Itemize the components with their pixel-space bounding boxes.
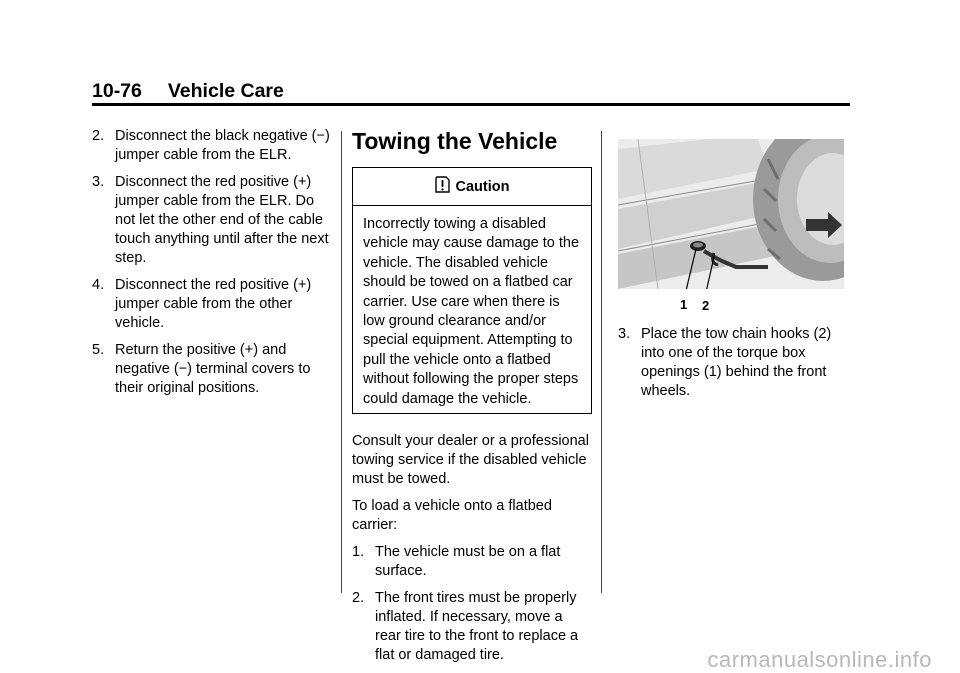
- list-item: 4. Disconnect the red positive (+) jumper cable from the other vehicle.: [92, 277, 312, 331]
- chapter-title: Vehicle Care: [167, 80, 284, 102]
- section-title: Towing the Vehicle: [352, 128, 558, 154]
- caution-box: [352, 167, 592, 414]
- list-item: 1. The vehicle must be on a flat surface.: [352, 544, 561, 580]
- caution-text: Incorrectly towing a disabled vehicle may cause damage to the vehicle. The disabled vehicle should be towed on a flatbed car carrier. Use care when there is low ground clearance and/or special equipment. Attempting to pull the vehicle onto a flatbed without following the proper steps could damage the vehicle.: [363, 216, 580, 407]
- list-item: 5. Return the positive (+) and negative (−) terminal covers to their original positions.: [92, 342, 311, 396]
- caution-icon: [435, 176, 450, 199]
- list-item: 2. Disconnect the black negative (−) jumper cable from the ELR.: [92, 128, 330, 163]
- caution-title: Caution: [455, 179, 510, 195]
- column-divider-1: [341, 131, 342, 593]
- header-rule: [92, 103, 850, 106]
- list-item: 3. Disconnect the red positive (+) jumper cable from the ELR. Do not let the other end of the cable touch anything until after the next step.: [92, 174, 329, 266]
- page-number: 10-76: [92, 80, 142, 102]
- paragraph: To load a vehicle onto a flatbed carrier:: [352, 498, 552, 534]
- column-left: [92, 127, 338, 406]
- caution-header: [353, 168, 591, 206]
- list-item: 2. The front tires must be properly inflated. If necessary, move a rear tire to the front to replace a flat or damaged tire.: [352, 590, 579, 664]
- figure-label-1: 1: [680, 297, 688, 311]
- list-item: 3. Place the tow chain hooks (2) into one of the torque box openings (1) behind the front wheels.: [618, 326, 832, 399]
- tow-hook-illustration: [618, 139, 844, 311]
- column-divider-2: [601, 131, 602, 593]
- column-middle: [352, 127, 592, 673]
- column-right: [618, 139, 846, 409]
- paragraph: Consult your dealer or a professional towing service if the disabled vehicle must be towed.: [352, 433, 589, 488]
- watermark: carmanualsonline.info: [707, 647, 932, 672]
- figure-label-2: 2: [702, 298, 710, 311]
- page-header: [92, 80, 284, 103]
